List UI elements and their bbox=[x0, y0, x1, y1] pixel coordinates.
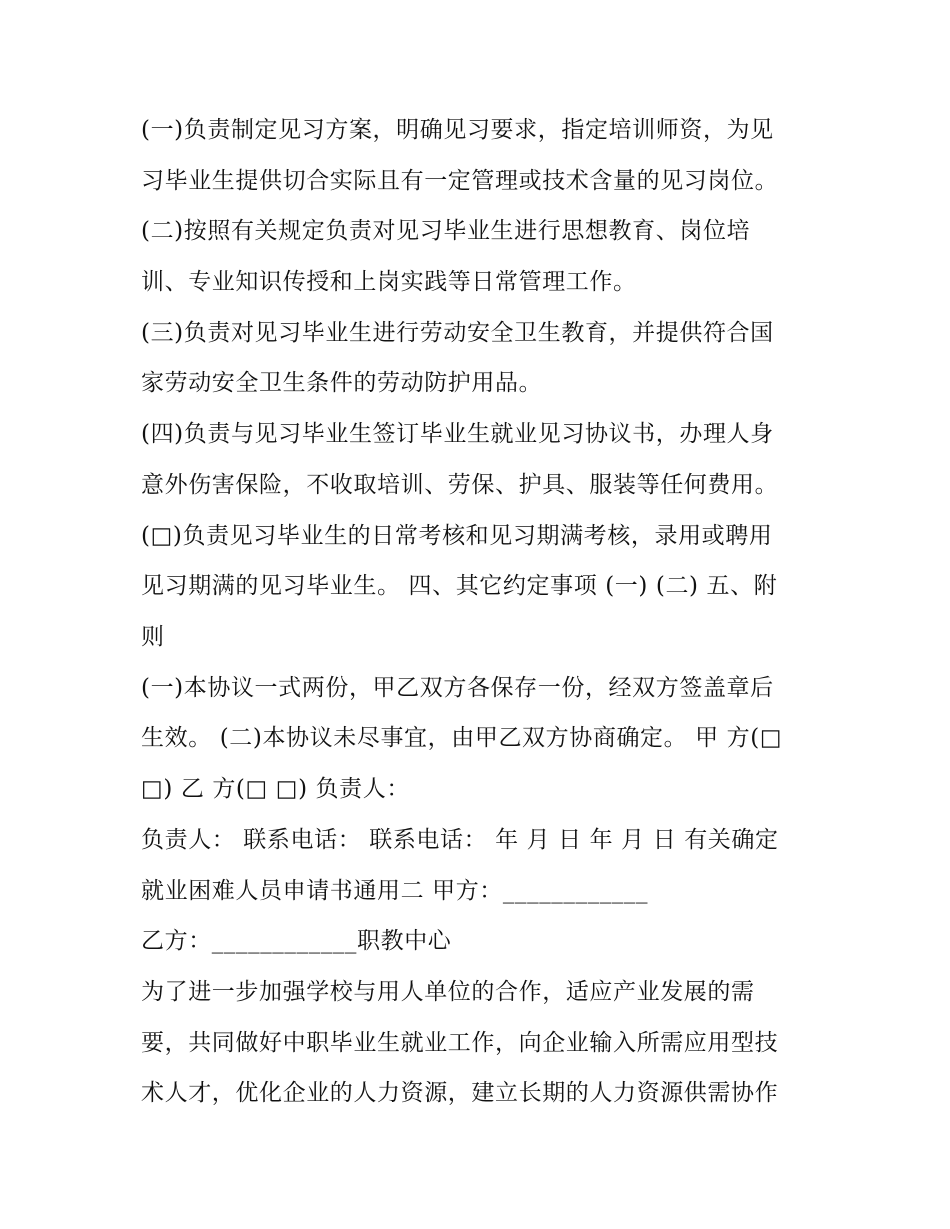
text-line: 为了进一步加强学校与用人单位的合作，适应产业发展的需 bbox=[141, 979, 755, 1005]
text-line: (一)负责制定见习方案，明确见习要求，指定培训师资，为见 bbox=[141, 117, 774, 143]
text-line: (三)负责对见习毕业生进行劳动安全卫生教育，并提供符合国 bbox=[141, 320, 774, 346]
text-line: □) 乙 方(□ □) 负责人： bbox=[141, 776, 410, 802]
text-line: 乙方：____________职教中心 bbox=[141, 928, 452, 954]
text-line: 则 bbox=[141, 624, 165, 650]
text-line: 意外伤害保险，不收取培训、劳保、护具、服装等任何费用。 bbox=[141, 472, 779, 498]
text-line: 见习期满的见习毕业生。 四、其它约定事项 (一) (二) 五、附 bbox=[141, 573, 778, 599]
text-line: 要，共同做好中职毕业生就业工作，向企业输入所需应用型技 bbox=[141, 1030, 779, 1056]
text-line: (一)本协议一式两份，甲乙双方各保存一份，经双方签盖章后 bbox=[141, 675, 774, 701]
text-line: 习毕业生提供切合实际且有一定管理或技术含量的见习岗位。 bbox=[141, 168, 779, 194]
text-line: 生效。 (二)本协议未尽事宜，由甲乙双方协商确定。 甲 方(□ bbox=[141, 725, 783, 751]
text-line: 负责人： 联系电话： 联系电话： 年 月 日 年 月 日 有关确定 bbox=[141, 827, 779, 853]
text-line: 就业困难人员申请书通用二 甲方：____________ bbox=[141, 878, 649, 904]
text-line: 训、专业知识传授和上岗实践等日常管理工作。 bbox=[141, 269, 637, 295]
text-line: (四)负责与见习毕业生签订毕业生就业见习协议书，办理人身 bbox=[141, 421, 774, 447]
text-line: 术人才，优化企业的人力资源，建立长期的人力资源供需协作 bbox=[141, 1080, 779, 1106]
text-line: (□)负责见习毕业生的日常考核和见习期满考核，录用或聘用 bbox=[141, 523, 773, 549]
text-line: (二)按照有关规定负责对见习毕业生进行思想教育、岗位培 bbox=[141, 218, 751, 244]
text-line: 家劳动安全卫生条件的劳动防护用品。 bbox=[141, 370, 543, 396]
